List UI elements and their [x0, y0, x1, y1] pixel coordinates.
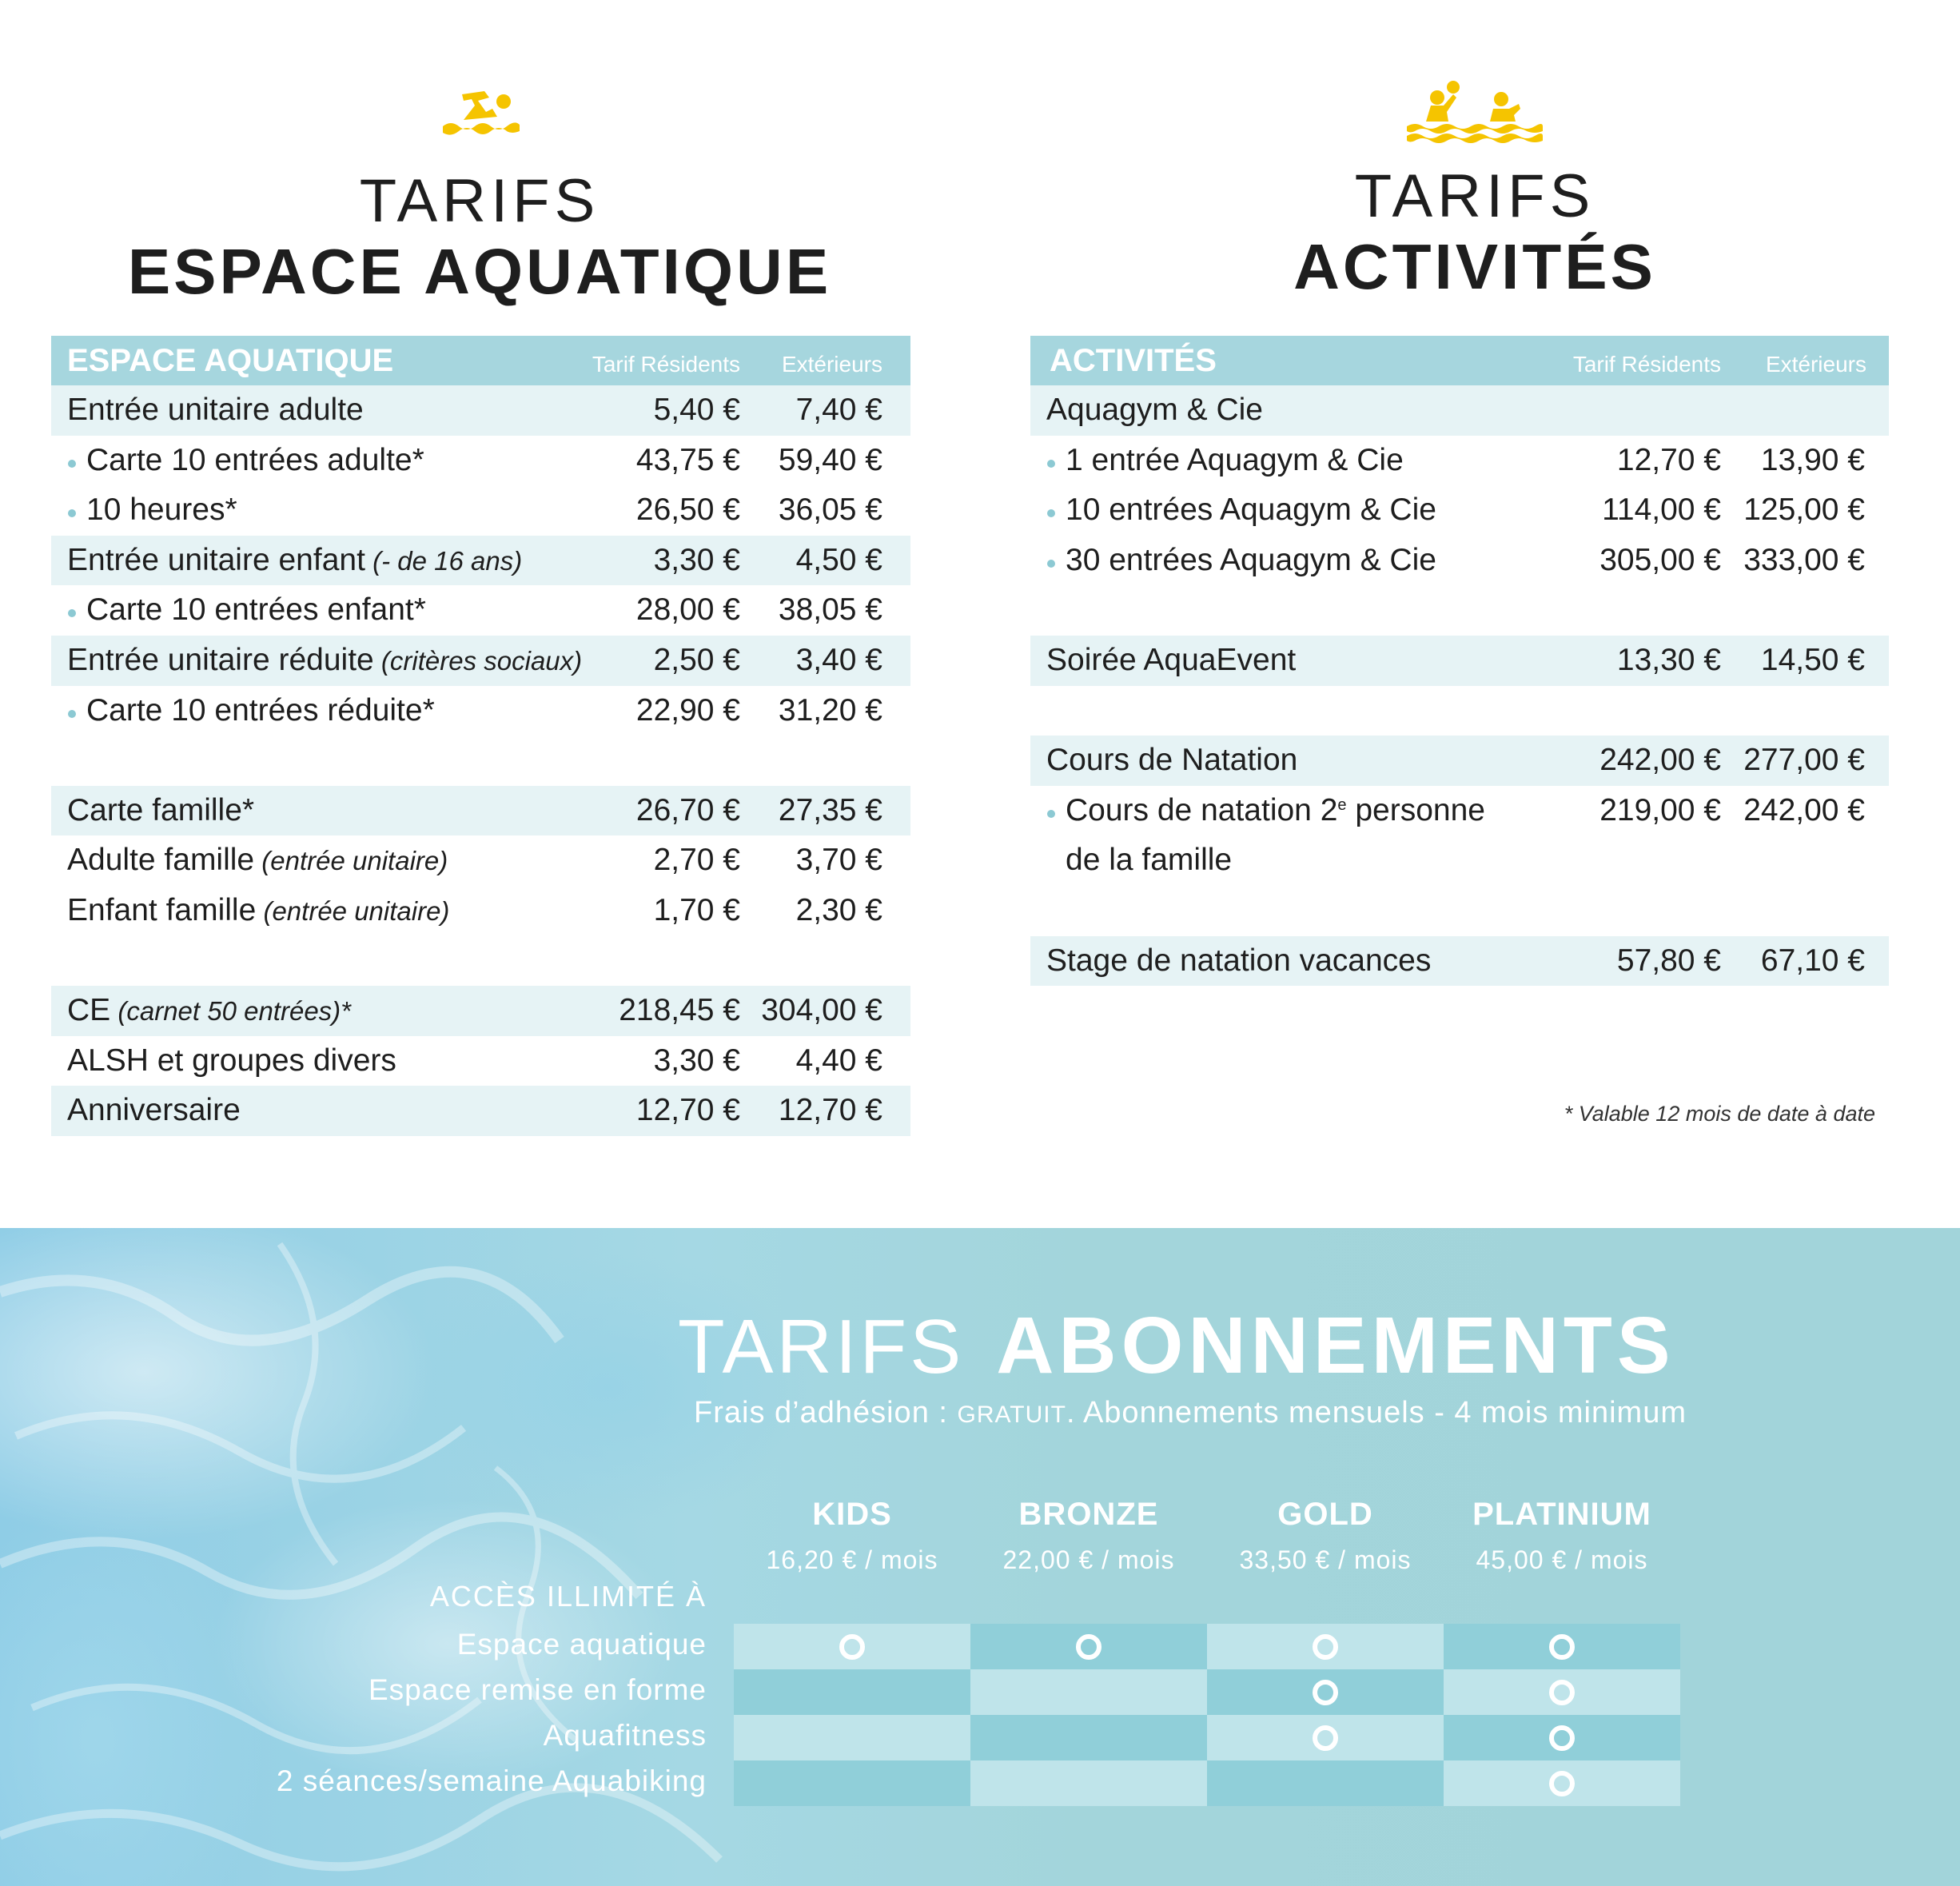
resident-price: 3,30 €: [653, 1043, 740, 1078]
exterior-price: 13,90 €: [1760, 442, 1865, 477]
exterior-price: 333,00 €: [1743, 542, 1865, 577]
plan-price: 33,50 € / mois: [1239, 1545, 1412, 1574]
activites-table-header: [1030, 336, 1889, 385]
abonnements-title-bold: ABONNEMENTS: [996, 1301, 1675, 1390]
table-row: [51, 786, 910, 836]
exterior-price: 27,35 €: [778, 792, 882, 827]
aquatique-table-title: ESPACE AQUATIQUE: [67, 343, 394, 378]
row-label-note: (- de 16 ans): [365, 545, 523, 576]
row-label-text: Aquagym & Cie: [1046, 393, 1263, 427]
activites-col-residents: Tarif Résidents: [1572, 352, 1721, 377]
row-label-text: Soirée AquaEvent: [1046, 642, 1297, 677]
feature-cell: [1444, 1624, 1680, 1669]
row-label: [86, 443, 424, 478]
included-circle-icon: [1313, 1680, 1338, 1705]
feature-cell: [970, 1669, 1207, 1715]
swimmer-icon: [440, 88, 520, 139]
row-label-text: Entrée unitaire enfant: [67, 542, 365, 577]
row-label: [1066, 843, 1232, 878]
row-label: [86, 693, 435, 728]
exterior-price: 36,05 €: [778, 492, 882, 528]
exterior-price: 277,00 €: [1743, 743, 1865, 778]
row-label-text: 10 heures*: [86, 492, 237, 528]
exterior-price: 14,50 €: [1760, 642, 1865, 677]
exterior-price: 125,00 €: [1743, 492, 1865, 528]
row-label-text: ALSH et groupes divers: [67, 1043, 396, 1078]
row-label: [1066, 543, 1436, 578]
row-label-text: Carte 10 entrées enfant*: [86, 592, 426, 628]
table-row: [51, 886, 910, 936]
row-label: [1046, 643, 1296, 678]
plan-price: 16,20 € / mois: [766, 1545, 938, 1574]
resident-price: 5,40 €: [653, 393, 740, 427]
resident-price: 1,70 €: [653, 892, 740, 927]
table-row: [51, 636, 910, 686]
resident-price: 2,70 €: [653, 843, 740, 878]
feature-label: Espace remise en forme: [368, 1673, 707, 1706]
activites-table: [1030, 336, 1889, 986]
resident-price: 28,00 €: [635, 592, 740, 628]
row-label-text: 10 entrées Aquagym & Cie: [1066, 492, 1436, 528]
plan-bronze: [970, 1497, 1207, 1575]
row-label-text: Adulte famille: [67, 843, 255, 878]
row-label-text: Anniversaire: [67, 1093, 241, 1128]
table-row: [1030, 936, 1889, 987]
plan-name: BRONZE: [1018, 1497, 1159, 1532]
row-label-text: Cours de natation 2: [1066, 792, 1338, 827]
table-row: [1030, 385, 1889, 436]
feature-cell: [1207, 1715, 1444, 1760]
row-label-text: de la famille: [1066, 843, 1233, 878]
table-row: [51, 1086, 910, 1136]
validity-note: * Valable 12 mois de date à date: [1564, 1102, 1875, 1126]
subtitle-part-b: . Abonnements mensuels - 4 mois minimum: [1066, 1396, 1687, 1429]
plan-price: 45,00 € / mois: [1476, 1545, 1648, 1574]
resident-price: 3,30 €: [653, 542, 740, 577]
feature-cell: [1207, 1760, 1444, 1806]
exterior-price: 4,50 €: [795, 542, 882, 577]
exterior-price: 3,40 €: [795, 642, 882, 677]
row-label: [1066, 492, 1436, 528]
included-circle-icon: [839, 1634, 865, 1660]
exterior-price: 242,00 €: [1743, 792, 1865, 827]
included-circle-icon: [1549, 1634, 1575, 1660]
resident-price: 2,50 €: [653, 642, 740, 677]
plan-name: GOLD: [1277, 1497, 1373, 1532]
exterior-price: 31,20 €: [778, 692, 882, 728]
resident-price: 43,75 €: [635, 442, 740, 477]
row-label: [67, 793, 254, 828]
plan-kids: [734, 1497, 970, 1575]
row-label-note: (critères sociaux): [373, 645, 583, 676]
exterior-price: 4,40 €: [795, 1043, 882, 1078]
right-header-line1: TARIFS: [1354, 162, 1595, 230]
access-title: ACCÈS ILLIMITÉ À: [429, 1580, 707, 1613]
row-label: [67, 543, 522, 578]
included-circle-icon: [1549, 1771, 1575, 1796]
row-label-text: Entrée unitaire réduite: [67, 642, 374, 677]
row-label-note: (entrée unitaire): [254, 846, 448, 876]
row-label: [67, 393, 364, 428]
plan-gold: [1207, 1497, 1444, 1575]
resident-price: 218,45 €: [619, 993, 740, 1028]
aquatique-col-exterieurs: Extérieurs: [781, 352, 882, 377]
resident-price: 12,70 €: [635, 1093, 740, 1128]
row-label-text: Cours de Natation: [1046, 743, 1298, 778]
row-label: [1046, 393, 1263, 428]
row-label: [67, 893, 449, 928]
row-label-text: 30 entrées Aquagym & Cie: [1066, 542, 1436, 577]
feature-cell: [1444, 1715, 1680, 1760]
feature-label: 2 séances/semaine Aquabiking: [276, 1764, 707, 1797]
feature-label: Aquafitness: [543, 1719, 707, 1752]
abonnements-title-light: TARIFS: [678, 1304, 965, 1390]
table-row: [1030, 736, 1889, 786]
table-row: [1030, 436, 1889, 486]
feature-cell: [970, 1624, 1207, 1669]
feature-cell: [734, 1715, 970, 1760]
exterior-price: 2,30 €: [795, 892, 882, 927]
included-circle-icon: [1076, 1634, 1102, 1660]
row-label: [1066, 443, 1404, 478]
resident-price: 26,50 €: [635, 492, 740, 528]
row-label: [67, 1043, 396, 1079]
row-label: [67, 993, 351, 1028]
table-row: [51, 835, 910, 886]
feature-cell: [734, 1669, 970, 1715]
feature-cell: [1444, 1669, 1680, 1715]
plan-platinium: [1444, 1497, 1680, 1575]
feature-cell: [734, 1624, 970, 1669]
included-circle-icon: [1313, 1725, 1338, 1751]
abonnements-subtitle: [694, 1396, 1687, 1430]
water-polo-icon: [1407, 80, 1543, 144]
row-label-note: (entrée unitaire): [256, 895, 450, 926]
table-row: [1030, 786, 1889, 836]
included-circle-icon: [1549, 1680, 1575, 1705]
resident-price: 57,80 €: [1616, 943, 1721, 978]
feature-cell: [1207, 1669, 1444, 1715]
row-label-text: CE: [67, 993, 111, 1028]
row-label: [1046, 743, 1297, 778]
resident-price: 242,00 €: [1599, 743, 1721, 778]
row-label-sup: e: [1337, 795, 1347, 814]
row-label-note: (carnet 50 entrées)*: [110, 996, 352, 1027]
table-row: [51, 385, 910, 436]
left-header-line2: ESPACE AQUATIQUE: [127, 236, 832, 307]
row-label-text: 1 entrée Aquagym & Cie: [1066, 442, 1404, 477]
plan-name: KIDS: [812, 1497, 892, 1532]
row-label-rest: personne: [1346, 792, 1485, 827]
table-row: [51, 585, 910, 636]
subtitle-gratuit: GRATUIT: [957, 1402, 1066, 1428]
row-label: [1066, 793, 1485, 828]
resident-price: 22,90 €: [635, 692, 740, 728]
table-row: [51, 1036, 910, 1087]
table-row: [51, 436, 910, 486]
included-circle-icon: [1549, 1725, 1575, 1751]
table-row: [1030, 835, 1889, 886]
exterior-price: 7,40 €: [795, 393, 882, 427]
row-label: [67, 1093, 241, 1128]
resident-price: 219,00 €: [1599, 792, 1721, 827]
feature-cell: [970, 1760, 1207, 1806]
feature-cell: [1207, 1624, 1444, 1669]
exterior-price: 67,10 €: [1760, 943, 1865, 978]
exterior-price: 304,00 €: [761, 993, 882, 1028]
exterior-price: 3,70 €: [795, 843, 882, 878]
row-label: [67, 643, 582, 678]
row-label-text: Enfant famille: [67, 892, 257, 927]
table-row: [51, 485, 910, 536]
row-label-text: Carte 10 entrées adulte*: [86, 442, 424, 477]
exterior-price: 38,05 €: [778, 592, 882, 628]
resident-price: 13,30 €: [1616, 642, 1721, 677]
table-row: [1030, 485, 1889, 536]
activites-col-exterieurs: Extérieurs: [1765, 352, 1866, 377]
feature-cell: [970, 1715, 1207, 1760]
exterior-price: 59,40 €: [778, 442, 882, 477]
resident-price: 305,00 €: [1599, 542, 1721, 577]
table-row: [51, 536, 910, 586]
exterior-price: 12,70 €: [778, 1093, 882, 1128]
included-circle-icon: [1313, 1634, 1338, 1660]
activites-table-title: ACTIVITÉS: [1050, 343, 1217, 378]
row-label-text: Carte famille*: [67, 792, 255, 827]
abonnements-title: [678, 1300, 1675, 1392]
left-header: [88, 88, 871, 307]
table-row: [1030, 536, 1889, 586]
subtitle-part-a: Frais d’adhésion :: [694, 1396, 958, 1429]
feature-cell: [734, 1760, 970, 1806]
table-row: [51, 986, 910, 1036]
right-header-line2: ACTIVITÉS: [1293, 231, 1656, 302]
row-label-text: Carte 10 entrées réduite*: [86, 692, 435, 728]
row-label: [1046, 943, 1431, 979]
aquatique-table-header: [51, 336, 910, 385]
aquatique-table: [51, 336, 910, 1136]
row-label-text: Stage de natation vacances: [1046, 943, 1432, 978]
left-header-line1: TARIFS: [359, 167, 600, 235]
aquatique-col-residents: Tarif Résidents: [592, 352, 740, 377]
table-row: [51, 686, 910, 736]
plan-name: PLATINIUM: [1472, 1497, 1651, 1532]
row-label: [86, 592, 426, 628]
resident-price: 26,70 €: [635, 792, 740, 827]
plan-price: 22,00 € / mois: [1002, 1545, 1175, 1574]
resident-price: 12,70 €: [1616, 442, 1721, 477]
row-label: [86, 492, 237, 528]
right-header: [1119, 80, 1831, 302]
abonnements-section: [0, 1228, 1960, 1886]
feature-label: Espace aquatique: [456, 1628, 707, 1661]
feature-cell: [1444, 1760, 1680, 1806]
row-label: [67, 843, 448, 878]
resident-price: 114,00 €: [1602, 492, 1721, 528]
row-label-text: Entrée unitaire adulte: [67, 393, 364, 427]
table-row: [1030, 636, 1889, 686]
